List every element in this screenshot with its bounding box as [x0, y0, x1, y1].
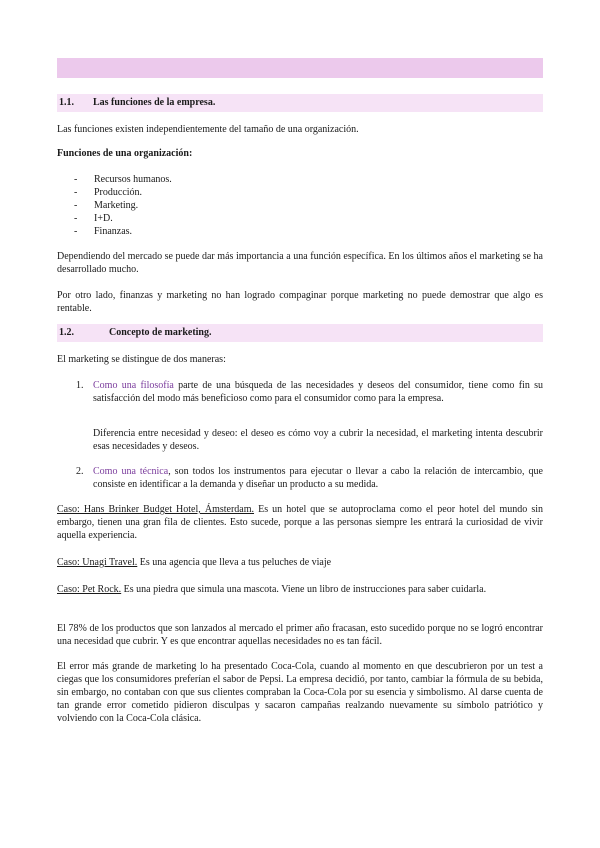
case-unagi-travel — [57, 556, 543, 569]
functions-list — [74, 173, 172, 238]
list-item: - Marketing. — [74, 199, 172, 212]
coca-cola-paragraph: El error más grande de marketing lo ha presentado Coca-Cola, cuando al momento en que descubrieron por un test a ciegas que los consumidores preferían el sabor de Pepsi. La empresa decidió, por tanto, cambiar la fórmula de su bebida, sin embargo, no contaban con que sus clientes compraban la Coca-Cola por su esencia y simbolismo. Al darse cuenta de tan grande error cometido pidieron disculpas y sacaron campañas realzando nuevamente su símbolo patriótico y volviendo con la Coca-Cola clásica. — [57, 661, 543, 724]
philosophy-term: Como una filosofía — [93, 380, 174, 391]
case-label: Caso: Unagi Travel. — [57, 557, 138, 568]
failure-rate-paragraph: El 78% de los productos que son lanzados al mercado el primer año fracasan, esto sucedido porque no se logró encontrar una necesidad que cubrir. Y es que encontrar aquellas necesidades no es tan fácil. — [57, 623, 543, 647]
finance-paragraph: Por otro lado, finanzas y marketing no han logrado compaginar porque marketing no puede demostrar que algo es rentable. — [57, 290, 543, 314]
case-pet-rock — [57, 583, 543, 596]
section-title: Las funciones de la empresa. — [93, 97, 216, 108]
item-text: , son todos los instrumentos para ejecutar o llevar a cabo la relación de intercambio, que consiste en identificar a la demanda y diseñar un producto a su medida. — [93, 466, 543, 490]
case-text: Es una agencia que lleva a tus peluches de viaje — [137, 557, 332, 568]
intro-paragraph: Las funciones existen independientemente del tamaño de una organización. — [57, 124, 359, 135]
market-paragraph: Dependiendo del mercado se puede dar más importancia a una función específica. En los últimos años el marketing se ha desarrollado mucho. — [57, 251, 543, 275]
list-item: - Finanzas. — [74, 225, 172, 238]
item-body — [76, 465, 543, 491]
need-desire-note: Diferencia entre necesidad y deseo: el deseo es cómo voy a cubrir la necesidad, el marketing intenta descubrir esas necesidades y deseos. — [93, 428, 543, 452]
two-ways-paragraph: El marketing se distingue de dos maneras: — [57, 354, 226, 365]
functions-heading: Funciones de una organización: — [57, 148, 193, 159]
item-number: 1. — [76, 380, 84, 391]
case-text: Es una piedra que simula una mascota. Viene un libro de instrucciones para saber cuidarla. — [121, 584, 487, 595]
list-item: - Recursos humanos. — [74, 173, 172, 186]
item-body — [76, 379, 543, 405]
case-text: Es un hotel que se autoproclama como el peor hotel del mundo sin embargo, tienen una gran fila de clientes. Esto sucede, porque a las personas siempre les entrará la curiosidad de vivir aquella experiencia. — [57, 504, 544, 541]
way-1-item — [76, 379, 543, 405]
section-number: 1.2. — [59, 327, 74, 338]
case-label: Caso: Hans Brinker Budget Hotel, Ámsterdam. — [57, 504, 255, 515]
case-label: Caso: Pet Rock. — [57, 584, 122, 595]
case-hans-brinker — [57, 503, 543, 542]
section-heading-1-2 — [57, 324, 543, 342]
item-number: 2. — [76, 466, 84, 477]
item-text: parte de una búsqueda de las necesidades y deseos del consumidor, tiene como fin su satisfacción del modo más beneficioso como para el consumidor como para la empresa. — [93, 380, 543, 404]
section-heading-1-1 — [57, 94, 543, 112]
technique-term: Como una técnica — [93, 466, 169, 477]
section-title: Concepto de marketing. — [109, 327, 212, 338]
top-color-band — [57, 58, 543, 78]
list-item: - Producción. — [74, 186, 172, 199]
list-item: - I+D. — [74, 212, 172, 225]
section-number: 1.1. — [59, 97, 74, 108]
way-2-item — [76, 465, 543, 491]
